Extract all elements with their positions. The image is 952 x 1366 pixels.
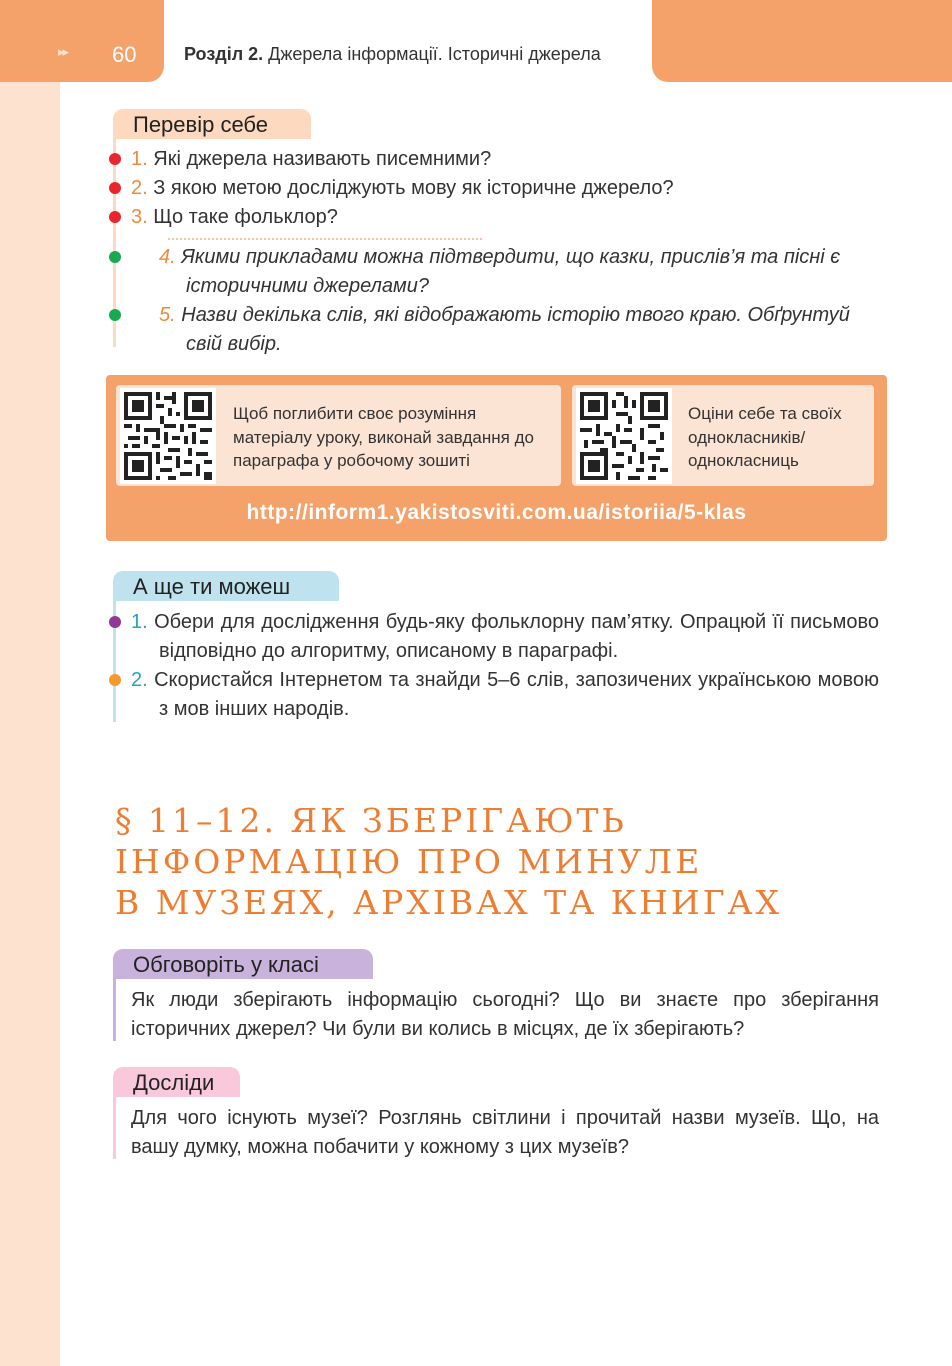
item-number: 1. <box>131 148 148 170</box>
self-assessment-card-text: Оціни себе та своїх однокласників/ однокласниць <box>688 404 842 470</box>
item-number: 2. <box>131 669 148 691</box>
chapter-title <box>184 44 601 65</box>
green-bullet-icon <box>109 309 121 321</box>
header-right-band <box>652 0 952 82</box>
resource-url-link[interactable]: http://inform1.yakistosviti.com.ua/istoriia/5-klas <box>246 501 747 524</box>
page-number: 60 <box>112 42 137 67</box>
red-bullet-icon <box>109 153 121 165</box>
orange-bullet-icon <box>109 674 121 686</box>
item-text: Скористайся Інтернетом та знайди 5–6 слів, запозичених українською мовою з мов інших народів. <box>154 669 879 720</box>
item-text: Назви декілька слів, які відображають історію твого краю. Обґрунтуй свій вибір. <box>181 304 850 355</box>
check-item-1 <box>131 145 491 174</box>
check-yourself-label: Перевір себе <box>113 109 311 139</box>
chapter-number: Розділ 2. <box>184 44 264 64</box>
item-number: 5. <box>159 304 176 326</box>
check-item-4 <box>159 243 879 301</box>
paragraph-title-line-1: § 11–12. ЯК ЗБЕРІГАЮТЬ <box>115 801 627 840</box>
purple-bullet-icon <box>109 616 121 628</box>
online-resources-box <box>106 375 887 541</box>
item-text: Обери для дослідження будь-яку фольклорну пам’ятку. Опрацюй її письмово відповідно до алгоритму, описаному в параграфі. <box>154 611 879 662</box>
item-text: Якими прикладами можна підтвердити, що казки, прислів’я та пісні є історичними джерелами? <box>181 246 841 297</box>
explore-vertical-line <box>113 1097 116 1159</box>
paragraph-title-line-3: В МУЗЕЯХ, АРХІВАХ ТА КНИГАХ <box>115 883 783 922</box>
item-text: Що таке фольклор? <box>153 206 338 228</box>
item-number: 3. <box>131 206 148 228</box>
item-text: Які джерела називають писемними? <box>153 148 492 170</box>
explore-label: Досліди <box>113 1067 240 1097</box>
workbook-card-text: Щоб поглибити своє розуміння матеріалу уроку, виконай завдання до параграфа у робочому зошиті <box>233 404 534 470</box>
more-item-2 <box>131 666 879 724</box>
paragraph-title-line-2: ІНФОРМАЦІЮ ПРО МИНУЛЕ <box>115 842 703 881</box>
green-bullet-icon <box>109 251 121 263</box>
qr-code-icon[interactable] <box>120 388 216 484</box>
page-number-tab <box>0 0 164 82</box>
discuss-vertical-line <box>113 979 116 1041</box>
self-assessment-card <box>572 385 874 486</box>
explore-text: Для чого існують музеї? Розглянь світлини і прочитай назви музеїв. Що, на вашу думку, можна побачити у кожному з цих музеїв? <box>131 1107 879 1158</box>
check-item-3 <box>131 203 338 232</box>
red-bullet-icon <box>109 211 121 223</box>
double-arrow-icon: ▸▸ <box>58 44 68 59</box>
check-item-2 <box>131 174 674 203</box>
qr-code-icon[interactable] <box>576 388 672 484</box>
chapter-name: Джерела інформації. Історичні джерела <box>263 44 601 64</box>
more-tasks-label: А ще ти можеш <box>113 571 339 601</box>
item-number: 1. <box>131 611 148 633</box>
discuss-text: Як люди зберігають інформацію сьогодні? Що ви знаєте про зберігання історичних джерел? Чи були ви колись в місцях, де їх зберігають? <box>131 989 879 1040</box>
discuss-label: Обговоріть у класі <box>113 949 373 979</box>
red-bullet-icon <box>109 182 121 194</box>
item-number: 4. <box>159 246 176 268</box>
item-text: З якою метою досліджують мову як історичне джерело? <box>153 177 674 199</box>
left-margin-strip <box>0 0 60 1366</box>
workbook-card <box>116 385 561 486</box>
item-number: 2. <box>131 177 148 199</box>
more-item-1 <box>131 608 879 666</box>
check-item-5 <box>159 301 879 359</box>
